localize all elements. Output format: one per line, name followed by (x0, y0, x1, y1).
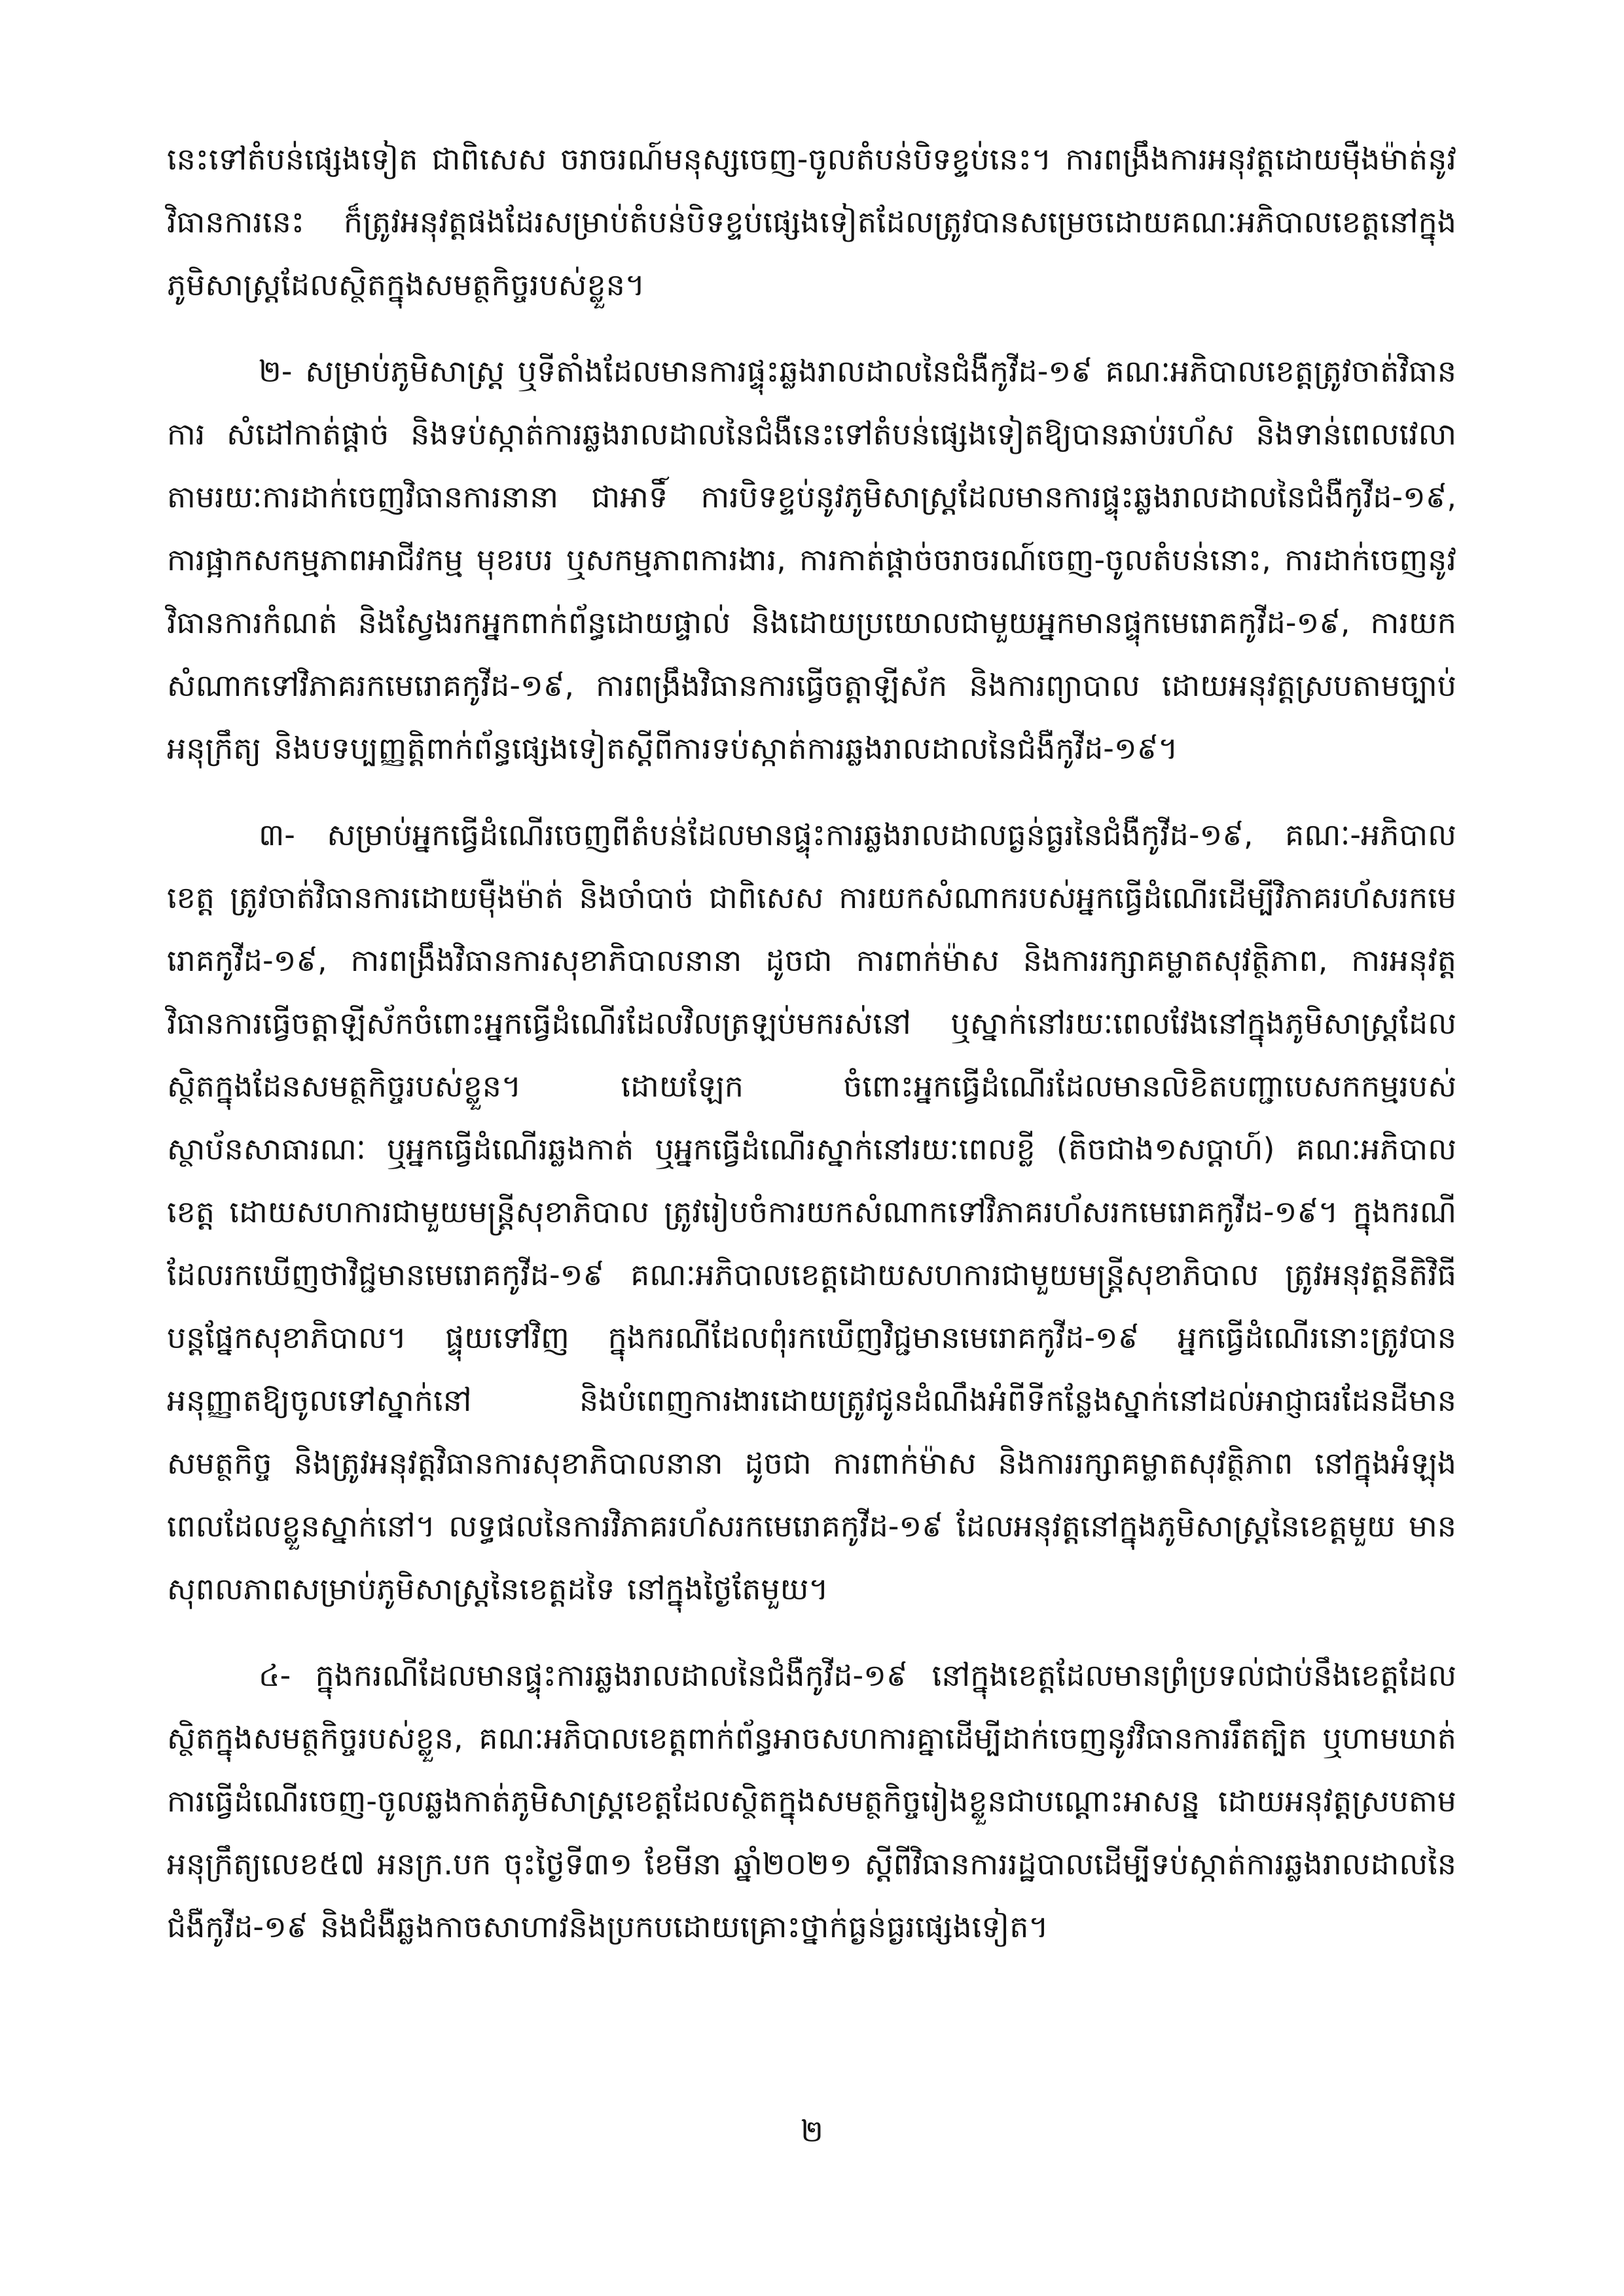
document-body (167, 128, 1456, 1958)
paragraph-clause-4: ៤- ក្នុងករណីដែលមានផ្ទុះការឆ្លងរាលដាលនៃជំងឺកូវីដ-១៩ នៅក្នុងខេត្តដែលមានព្រំប្រទល់ជាប់នឹងខេត្តដែលស្ថិតក្នុងសមត្ថកិច្ចរបស់ខ្លួន, គណៈអភិបាលខេត្តពាក់ព័ន្ធអាចសហការគ្នាដើម្បីដាក់ចេញនូវវិធានការរឹតត្បិត ឬហាមឃាត់ការធ្វើដំណើរចេញ-ចូលឆ្លងកាត់ភូមិសាស្ត្រខេត្តដែលស្ថិតក្នុងសមត្ថកិច្ចរៀងខ្លួនជាបណ្តោះអាសន្ន ដោយអនុវត្តស្របតាមអនុក្រឹត្យលេខ៥៧ អនក្រ.បក ចុះថ្ងៃទី៣១ ខែមីនា ឆ្នាំ២០២១ ស្តីពីវិធានការរដ្ឋបាលដើម្បីទប់ស្កាត់ការឆ្លងរាលដាលនៃជំងឺកូវីដ-១៩ និងជំងឺឆ្លងកាចសាហាវនិងប្រកបដោយគ្រោះថ្នាក់ធ្ងន់ធ្ងរផ្សេងទៀត។ (167, 1658, 1456, 1944)
page-number: ២ (801, 2113, 823, 2149)
paragraph-clause-3: ៣- សម្រាប់អ្នកធ្វើដំណើរចេញពីតំបន់ដែលមានផ្ទុះការឆ្លងរាលដាលធ្ងន់ធ្ងរនៃជំងឺកូវីដ-១៩, គណៈ-អភិបាលខេត្ត ត្រូវចាត់វិធានការដោយម៉ឺងម៉ាត់ និងចាំបាច់ ជាពិសេស ការយកសំណាករបស់អ្នកធ្វើដំណើរដើម្បីវិភាគរហ័សរកមេរោគកូវីដ-១៩, ការពង្រឹងវិធានការសុខាភិបាលនានា ដូចជា ការពាក់ម៉ាស និងការរក្សាគម្លាតសុវត្ថិភាព, ការអនុវត្តវិធានការធ្វើចត្តាឡីស័កចំពោះអ្នកធ្វើដំណើរដែលវិលត្រឡប់មករស់នៅ ឬស្នាក់នៅរយៈពេលវែងនៅក្នុងភូមិសាស្ត្រដែលស្ថិតក្នុងដែនសមត្ថកិច្ចរបស់ខ្លួន។ ដោយឡែក ចំពោះអ្នកធ្វើដំណើរដែលមានលិខិតបញ្ជាបេសកកម្មរបស់ស្ថាប័នសាធារណៈ ឬអ្នកធ្វើដំណើរឆ្លងកាត់ ឬអ្នកធ្វើដំណើរស្នាក់នៅរយៈពេលខ្លី (តិចជាង១សប្តាហ៍) គណៈអភិបាលខេត្ត ដោយសហការជាមួយមន្ត្រីសុខាភិបាល ត្រូវរៀបចំការយកសំណាកទៅវិភាគរហ័សរកមេរោគកូវីដ-១៩។ ក្នុងករណីដែលរកឃើញថាវិជ្ជមានមេរោគកូវីដ-១៩ គណៈអភិបាលខេត្តដោយសហការជាមួយមន្ត្រីសុខាភិបាល ត្រូវអនុវត្តនីតិវិធីបន្តផ្នែកសុខាភិបាល។ ផ្ទុយទៅវិញ ក្នុងករណីដែលពុំរកឃើញវិជ្ជមានមេរោគកូវីដ-១៩ អ្នកធ្វើដំណើរនោះត្រូវបានអនុញ្ញាតឱ្យចូលទៅស្នាក់នៅ និងបំពេញការងារដោយត្រូវជូនដំណឹងអំពីទីកន្លែងស្នាក់នៅដល់អាជ្ញាធរដែនដីមានសមត្ថកិច្ច និងត្រូវអនុវត្តវិធានការសុខាភិបាលនានា ដូចជា ការពាក់ម៉ាស និងការរក្សាគម្លាតសុវត្ថិភាព នៅក្នុងអំឡុងពេលដែលខ្លួនស្នាក់នៅ។ លទ្ធផលនៃការវិភាគរហ័សរកមេរោគកូវីដ-១៩ ដែលអនុវត្តនៅក្នុងភូមិសាស្ត្រនៃខេត្តមួយ មានសុពលភាពសម្រាប់ភូមិសាស្ត្រនៃខេត្តដទៃ នៅក្នុងថ្ងៃតែមួយ។ (167, 817, 1456, 1607)
paragraph-clause-2: ២- សម្រាប់ភូមិសាស្ត្រ ឬទីតាំងដែលមានការផ្ទុះឆ្លងរាលដាលនៃជំងឺកូវីដ-១៩ គណៈអភិបាលខេត្តត្រូវចាត់វិធានការ សំដៅកាត់ផ្តាច់ និងទប់ស្កាត់ការឆ្លងរាលដាលនៃជំងឺនេះទៅតំបន់ផ្សេងទៀតឱ្យបានឆាប់រហ័ស និងទាន់ពេលវេលា តាមរយៈការដាក់ចេញវិធានការនានា ជាអាទិ៍ ការបិទខ្ទប់នូវភូមិសាស្ត្រដែលមានការផ្ទុះឆ្លងរាលដាលនៃជំងឺកូវីដ-១៩, ការផ្អាកសកម្មភាពអាជីវកម្ម មុខរបរ ឬសកម្មភាពការងារ, ការកាត់ផ្តាច់ចរាចរណ៍ចេញ-ចូលតំបន់នោះ, ការដាក់ចេញនូវវិធានការកំណត់ និងស្វែងរកអ្នកពាក់ព័ន្ធដោយផ្ទាល់ និងដោយប្រយោលជាមួយអ្នកមានផ្ទុកមេរោគកូវីដ-១៩, ការយកសំណាកទៅវិភាគរកមេរោគកូវីដ-១៩, ការពង្រឹងវិធានការធ្វើចត្តាឡីស័ក និងការព្យាបាល ដោយអនុវត្តស្របតាមច្បាប់ អនុក្រឹត្យ និងបទប្បញ្ញត្តិពាក់ព័ន្ធផ្សេងទៀតស្តីពីការទប់ស្កាត់ការឆ្លងរាលដាលនៃជំងឺកូវីដ-១៩។ (167, 354, 1456, 766)
paragraph-continuation: នេះទៅតំបន់ផ្សេងទៀត ជាពិសេស ចរាចរណ៍មនុស្សចេញ-ចូលតំបន់បិទខ្ទប់នេះ។ ការពង្រឹងការអនុវត្តដោយម៉ឺងម៉ាត់នូវវិធានការនេះ ក៏ត្រូវអនុវត្តផងដែរសម្រាប់តំបន់បិទខ្ទប់ផ្សេងទៀតដែលត្រូវបានសម្រេចដោយគណៈអភិបាលខេត្តនៅក្នុងភូមិសាស្ត្រដែលស្ថិតក្នុងសមត្ថកិច្ចរបស់ខ្លួន។ (167, 141, 1456, 302)
